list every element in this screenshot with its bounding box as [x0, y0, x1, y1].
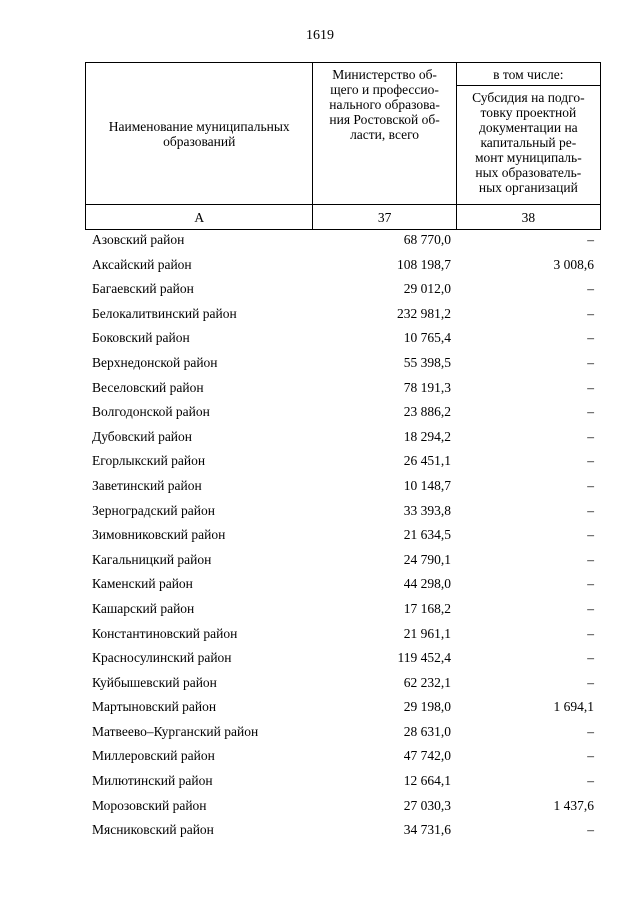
- column-header-ministry-line: щего и профессио-: [330, 82, 439, 97]
- table-row: [85, 597, 601, 622]
- column-header-subsidy-line: ных образователь-: [475, 165, 582, 180]
- row-name: Верхнедонской район: [92, 354, 218, 370]
- row-total: 27 030,3: [403, 797, 451, 813]
- row-total: 62 232,1: [403, 674, 451, 690]
- column-header-name-line: Наименование муниципальных: [108, 118, 290, 134]
- row-name: Егорлыкский район: [92, 453, 206, 469]
- row-subsidy: –: [587, 379, 594, 395]
- row-subsidy: –: [587, 773, 594, 789]
- row-subsidy: –: [587, 281, 594, 297]
- table-row: [85, 744, 601, 769]
- column-header-subsidy-line: монт муниципаль-: [474, 150, 582, 165]
- table-row: [85, 794, 601, 819]
- column-header-ministry-line: ния Ростовской об-: [329, 112, 440, 127]
- row-total: 21 634,5: [403, 527, 451, 543]
- column-header-ministry-line: ласти, всего: [350, 127, 420, 142]
- row-total: 10 765,4: [403, 330, 451, 346]
- row-subsidy: –: [587, 354, 594, 370]
- row-name: Куйбышевский район: [92, 674, 217, 690]
- row-name: Багаевский район: [92, 281, 194, 297]
- table-row: [85, 302, 601, 327]
- row-subsidy: –: [587, 305, 594, 321]
- table-row: [85, 695, 601, 720]
- row-name: Морозовский район: [92, 797, 207, 813]
- table-row: [85, 449, 601, 474]
- table-row: [85, 351, 601, 376]
- table-row: [85, 523, 601, 548]
- row-total: 68 770,0: [403, 232, 451, 247]
- row-subsidy: –: [587, 502, 594, 518]
- row-total: 10 148,7: [403, 477, 451, 493]
- table-row: [85, 376, 601, 401]
- row-name: Волгодонской район: [92, 404, 210, 420]
- column-header-subsidy: [456, 86, 600, 205]
- column-header-subsidy-line: капитальный ре-: [480, 135, 577, 150]
- row-subsidy: 1 694,1: [553, 699, 594, 715]
- row-subsidy: –: [587, 822, 594, 838]
- row-total: 34 731,6: [403, 822, 451, 838]
- row-total: 17 168,2: [403, 600, 451, 616]
- row-subsidy: –: [587, 404, 594, 420]
- row-total: 21 961,1: [403, 625, 451, 641]
- table-row: [85, 622, 601, 647]
- column-header-ministry-line: нального образова-: [329, 97, 440, 112]
- column-header-name-line: образований: [163, 133, 236, 149]
- row-subsidy: –: [587, 453, 594, 469]
- row-total: 12 664,1: [403, 773, 451, 789]
- row-total: 44 298,0: [403, 576, 451, 592]
- page-number: 1619: [306, 28, 334, 43]
- row-name: Заветинский район: [92, 477, 202, 493]
- row-name: Зерноградский район: [92, 502, 215, 518]
- row-total: 119 452,4: [397, 650, 451, 666]
- table-row: [85, 671, 601, 696]
- row-subsidy: –: [587, 625, 594, 641]
- row-subsidy: –: [587, 723, 594, 739]
- row-total: 29 012,0: [403, 281, 451, 297]
- column-number-a: А: [86, 205, 313, 230]
- row-name: Кашарский район: [92, 600, 195, 616]
- table-row: [85, 474, 601, 499]
- table-row: [85, 499, 601, 524]
- row-total: 232 981,2: [397, 305, 451, 321]
- row-subsidy: –: [587, 477, 594, 493]
- row-total: 18 294,2: [403, 428, 451, 444]
- column-header-subsidy-line: ных организаций: [478, 180, 578, 195]
- table-row: [85, 425, 601, 450]
- column-header-subsidy-line: Субсидия на подго-: [472, 90, 585, 105]
- row-total: 33 393,8: [403, 502, 451, 518]
- row-subsidy: 3 008,6: [553, 256, 594, 272]
- row-subsidy: –: [587, 674, 594, 690]
- row-name: Азовский район: [92, 232, 185, 247]
- row-name: Матвеево–Курганский район: [92, 723, 259, 739]
- row-subsidy: –: [587, 527, 594, 543]
- row-subsidy: –: [587, 232, 594, 247]
- row-name: Красносулинский район: [92, 650, 232, 666]
- row-total: 23 886,2: [403, 404, 451, 420]
- row-subsidy: –: [587, 330, 594, 346]
- row-total: 26 451,1: [403, 453, 451, 469]
- row-name: Милютинский район: [92, 773, 213, 789]
- column-number-38: 38: [456, 205, 600, 230]
- table-row: [85, 572, 601, 597]
- row-total: 78 191,3: [403, 379, 451, 395]
- table-row: [85, 326, 601, 351]
- column-header-name: [86, 63, 313, 205]
- table-body: [85, 228, 601, 843]
- column-header-subsidy-line: документации на: [479, 120, 578, 135]
- row-name: Мясниковский район: [92, 822, 214, 838]
- row-subsidy: –: [587, 576, 594, 592]
- row-total: 28 631,0: [403, 723, 451, 739]
- table-row: [85, 548, 601, 573]
- column-header-ministry: [313, 63, 456, 205]
- row-name: Миллеровский район: [92, 748, 215, 764]
- row-subsidy: 1 437,6: [553, 797, 594, 813]
- row-name: Веселовский район: [92, 379, 204, 395]
- row-subsidy: –: [587, 551, 594, 567]
- column-number-37: 37: [313, 205, 456, 230]
- table-row: [85, 277, 601, 302]
- column-header-subsidy-line: товку проектной: [480, 105, 577, 120]
- table-row: [85, 646, 601, 671]
- table-row: [85, 253, 601, 278]
- table-row: [85, 228, 601, 253]
- row-name: Мартыновский район: [92, 699, 217, 715]
- row-total: 108 198,7: [397, 256, 451, 272]
- row-name: Дубовский район: [92, 428, 193, 444]
- table-row: [85, 720, 601, 745]
- table-row: [85, 769, 601, 794]
- row-name: Кагальницкий район: [92, 551, 212, 567]
- row-name: Аксайский район: [92, 256, 192, 272]
- row-total: 47 742,0: [403, 748, 451, 764]
- row-subsidy: –: [587, 650, 594, 666]
- table-header: [85, 62, 601, 230]
- row-subsidy: –: [587, 748, 594, 764]
- row-name: Боковский район: [92, 330, 190, 346]
- row-total: 29 198,0: [403, 699, 451, 715]
- column-header-including: в том числе:: [456, 63, 600, 86]
- row-subsidy: –: [587, 428, 594, 444]
- row-total: 55 398,5: [403, 354, 451, 370]
- row-name: Константиновский район: [92, 625, 238, 641]
- row-name: Каменский район: [92, 576, 193, 592]
- row-subsidy: –: [587, 600, 594, 616]
- table-row: [85, 400, 601, 425]
- table-row: [85, 818, 601, 843]
- row-total: 24 790,1: [403, 551, 451, 567]
- row-name: Белокалитвинский район: [92, 305, 237, 321]
- column-header-ministry-line: Министерство об-: [332, 67, 437, 82]
- row-name: Зимовниковский район: [92, 527, 226, 543]
